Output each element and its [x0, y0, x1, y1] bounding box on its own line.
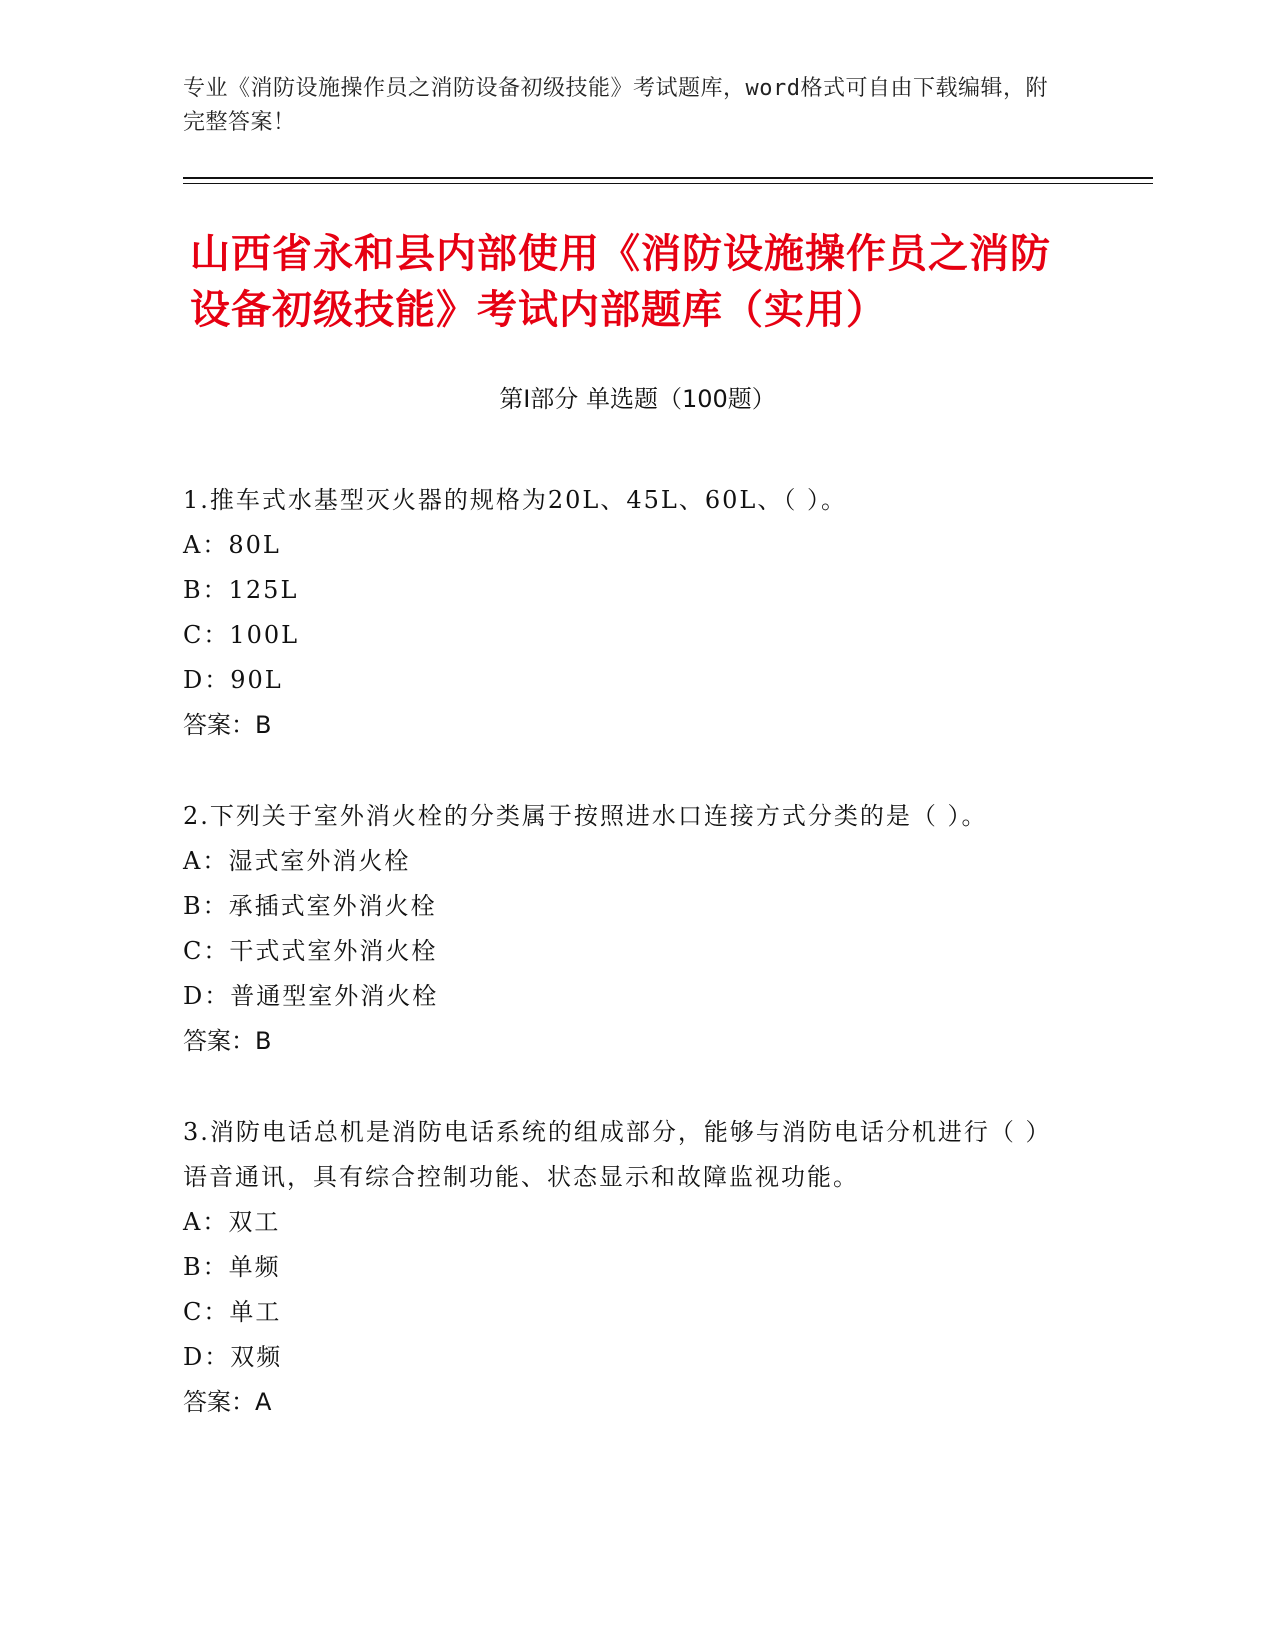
option-d: D：双频: [183, 1343, 283, 1371]
document-title: 山西省永和县内部使用《消防设施操作员之消防设备初级技能》考试内部题库（实用）: [190, 231, 1051, 333]
option-b: B：承插式室外消火栓: [183, 892, 437, 920]
option-a: A：湿式室外消火栓: [183, 847, 411, 875]
header-divider-thin: [183, 183, 1153, 184]
option-b: B：单频: [183, 1253, 281, 1281]
option-c: C：100L: [183, 621, 300, 649]
option-d: D：普通型室外消火栓: [183, 982, 439, 1010]
question-list: [183, 478, 1063, 1471]
option-d: D：90L: [183, 666, 283, 694]
option-a: A：80L: [183, 531, 281, 559]
section-heading: 第Ⅰ部分 单选题（100题）: [499, 385, 776, 413]
option-a: A：双工: [183, 1208, 281, 1236]
answer: 答案：B: [183, 1027, 272, 1055]
question-3: [183, 1110, 1063, 1425]
header-divider-thick: [183, 177, 1153, 179]
question-stem: 3.消防电话总机是消防电话系统的组成部分，能够与消防电话分机进行（ ）语音通讯，具有综合控制功能、状态显示和故障监视功能。: [183, 1118, 1052, 1191]
question-2: [183, 794, 1063, 1064]
question-1: [183, 478, 1063, 748]
option-b: B：125L: [183, 576, 299, 604]
header-note: 专业《消防设施操作员之消防设备初级技能》考试题库，word格式可自由下载编辑，附完整答案！: [183, 76, 1048, 135]
option-c: C：单工: [183, 1298, 282, 1326]
question-stem: 1.推车式水基型灭火器的规格为20L、45L、60L、（ ）。: [183, 486, 847, 514]
question-stem: 2.下列关于室外消火栓的分类属于按照进水口连接方式分类的是（ ）。: [183, 802, 988, 830]
answer: 答案：B: [183, 711, 272, 739]
option-c: C：干式式室外消火栓: [183, 937, 438, 965]
answer: 答案：A: [183, 1388, 272, 1416]
